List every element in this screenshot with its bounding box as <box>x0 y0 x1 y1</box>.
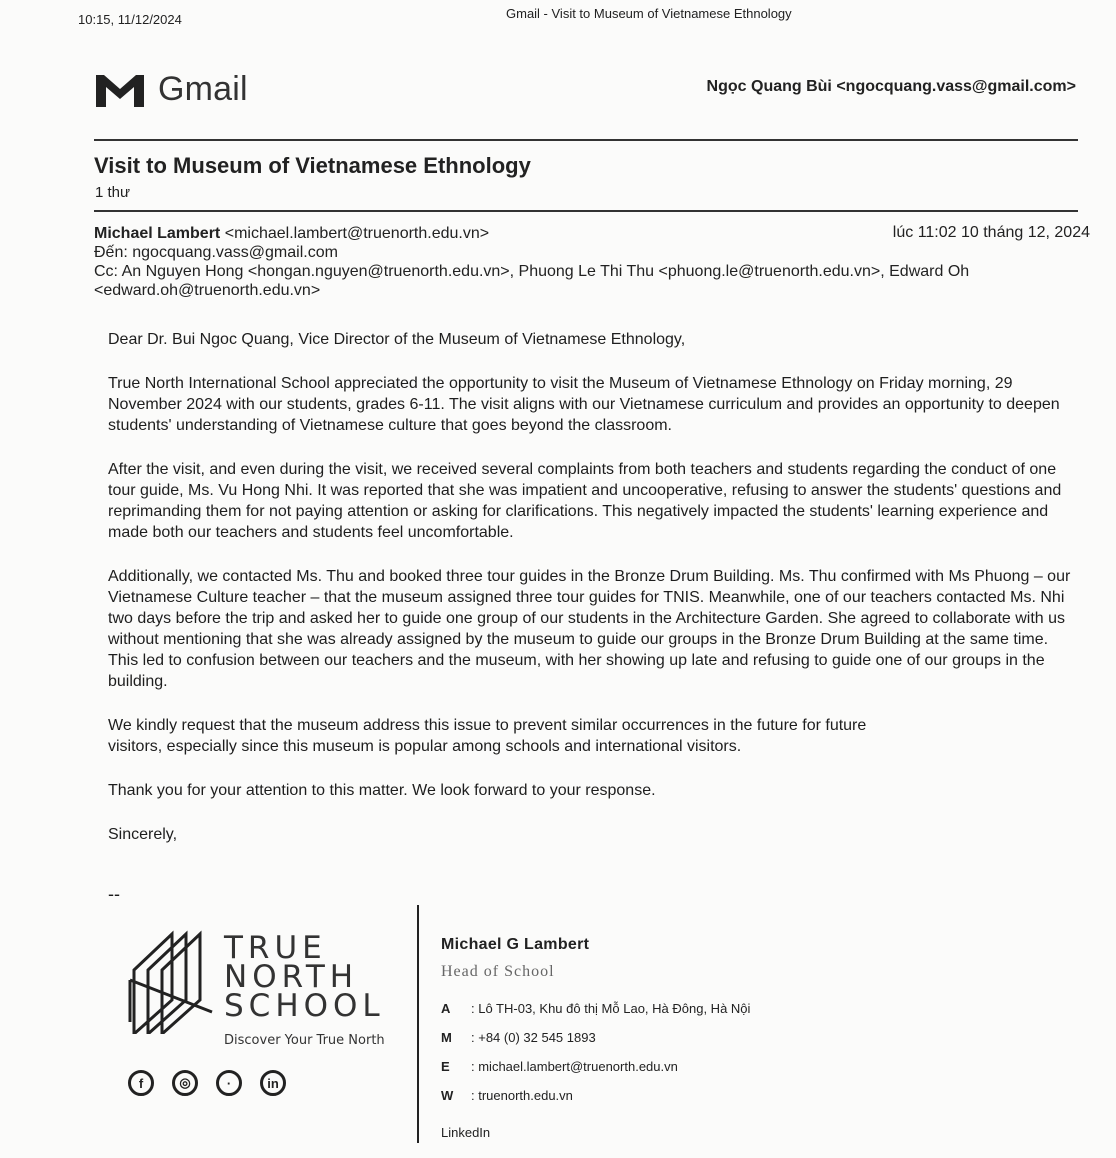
greeting: Dear Dr. Bui Ngoc Quang, Vice Director of the Museum of Vietnamese Ethnology, <box>108 331 686 348</box>
cc-recipients[interactable]: An Nguyen Hong <hongan.nguyen@truenorth.edu.vn>, Phuong Le Thi Thu <phuong.le@truenorth.edu.vn>, Edward Oh <edward.oh@truenorth.edu.vn> <box>94 263 970 299</box>
social-links <box>128 1070 286 1096</box>
thread-subject: Visit to Museum of Vietnamese Ethnology <box>94 153 531 178</box>
contact-value[interactable]: : truenorth.edu.vn <box>471 1088 573 1103</box>
true-north-logo-icon <box>126 930 218 1034</box>
linkedin-link[interactable]: LinkedIn <box>441 1125 491 1140</box>
message-date: lúc 11:02 10 tháng 12, 2024 <box>892 224 1090 241</box>
message-body <box>108 329 1083 868</box>
signature-name: Michael G Lambert <box>441 936 590 953</box>
contact-key: W <box>441 1088 454 1103</box>
contact-key: A <box>441 1001 451 1016</box>
contact-email <box>441 1052 750 1081</box>
contact-website <box>441 1081 750 1110</box>
contact-key: E <box>441 1059 450 1074</box>
print-timestamp: 10:15, 11/12/2024 <box>78 12 182 27</box>
youtube-icon[interactable]: · <box>216 1070 242 1096</box>
wordmark-line: SCHOOL <box>224 988 385 1024</box>
contact-key: M <box>441 1030 452 1045</box>
body-paragraph: We kindly request that the museum address this issue to prevent similar occurrences in the future for future visitors, especially since this museum is popular among schools and international visitors. <box>108 717 867 755</box>
to-recipient[interactable]: ngocquang.vass@gmail.com <box>132 244 338 261</box>
linkedin-icon[interactable]: in <box>260 1070 286 1096</box>
account-identity: Ngọc Quang Bùi <ngocquang.vass@gmail.com> <box>706 78 1076 95</box>
contact-mobile <box>441 1023 750 1052</box>
contact-value[interactable]: : michael.lambert@truenorth.edu.vn <box>471 1059 678 1074</box>
sender-name: Michael Lambert <box>94 225 221 242</box>
message-count: 1 thư <box>95 184 131 201</box>
cc-line <box>94 262 1059 300</box>
gmail-m-icon <box>94 71 146 109</box>
signature-separator: -- <box>108 884 120 904</box>
sender-email[interactable]: <michael.lambert@truenorth.edu.vn> <box>224 225 490 242</box>
wordmark-line: NORTH <box>224 959 359 995</box>
header-divider <box>94 139 1078 141</box>
cc-label: Cc: <box>94 263 118 280</box>
contact-value[interactable]: : +84 (0) 32 545 1893 <box>471 1030 596 1045</box>
subject-divider <box>94 210 1078 212</box>
closing: Sincerely, <box>108 826 178 843</box>
wordmark-line: TRUE <box>224 930 327 966</box>
school-wordmark <box>224 930 385 1024</box>
body-paragraph: True North International School appreciated the opportunity to visit the Museum of Vietnamese Ethnology on Friday morning, 29 November 2024 with our students, grades 6-11. The visit aligns with our Vietnamese curriculum and provides an opportunity to deepen students' understanding of Vietnamese culture that goes beyond the classroom. <box>108 375 1060 434</box>
signature-contact <box>441 994 750 1110</box>
facebook-icon[interactable]: f <box>128 1070 154 1096</box>
gmail-wordmark: Gmail <box>158 70 248 108</box>
signature-divider <box>417 905 419 1143</box>
body-paragraph: Thank you for your attention to this matter. We look forward to your response. <box>108 782 656 799</box>
contact-address <box>441 994 750 1023</box>
instagram-icon[interactable]: ◎ <box>172 1070 198 1096</box>
signature-role: Head of School <box>441 963 555 980</box>
gmail-logo[interactable] <box>94 70 248 109</box>
print-page-title: Gmail - Visit to Museum of Vietnamese Ethnology <box>506 6 792 21</box>
to-label: Đến: <box>94 244 128 261</box>
body-paragraph: After the visit, and even during the visit, we received several complaints from both teachers and students regarding the conduct of one tour guide, Ms. Vu Hong Nhi. It was reported that she was impatient and uncooperative, refusing to answer the students' questions and reprimanding them for not paying attention or asking for clarifications. This negatively impacted the students' learning experience and made both our teachers and students feel uncomfortable. <box>108 461 1062 541</box>
body-paragraph: Additionally, we contacted Ms. Thu and booked three tour guides in the Bronze Drum Building. Ms. Thu confirmed with Ms Phuong – our Vietnamese Culture teacher – that the museum assigned three tour guides for TNIS. Meanwhile, one of our teachers contacted Ms. Nhi two days before the trip and asked her to guide one group of our students in the Architecture Garden. She agreed to collaborate with us without mentioning that she was already assigned by the museum to guide our groups in the Bronze Drum Building at the same time. This led to confusion between our teachers and the museum, with her showing up late and refusing to guide one of our groups in the building. <box>108 568 1071 690</box>
contact-value: : Lô TH-03, Khu đô thị Mỗ Lao, Hà Đông, Hà Nội <box>471 1001 751 1016</box>
to-line <box>94 243 1094 262</box>
school-tagline: Discover Your True North <box>224 1033 385 1048</box>
